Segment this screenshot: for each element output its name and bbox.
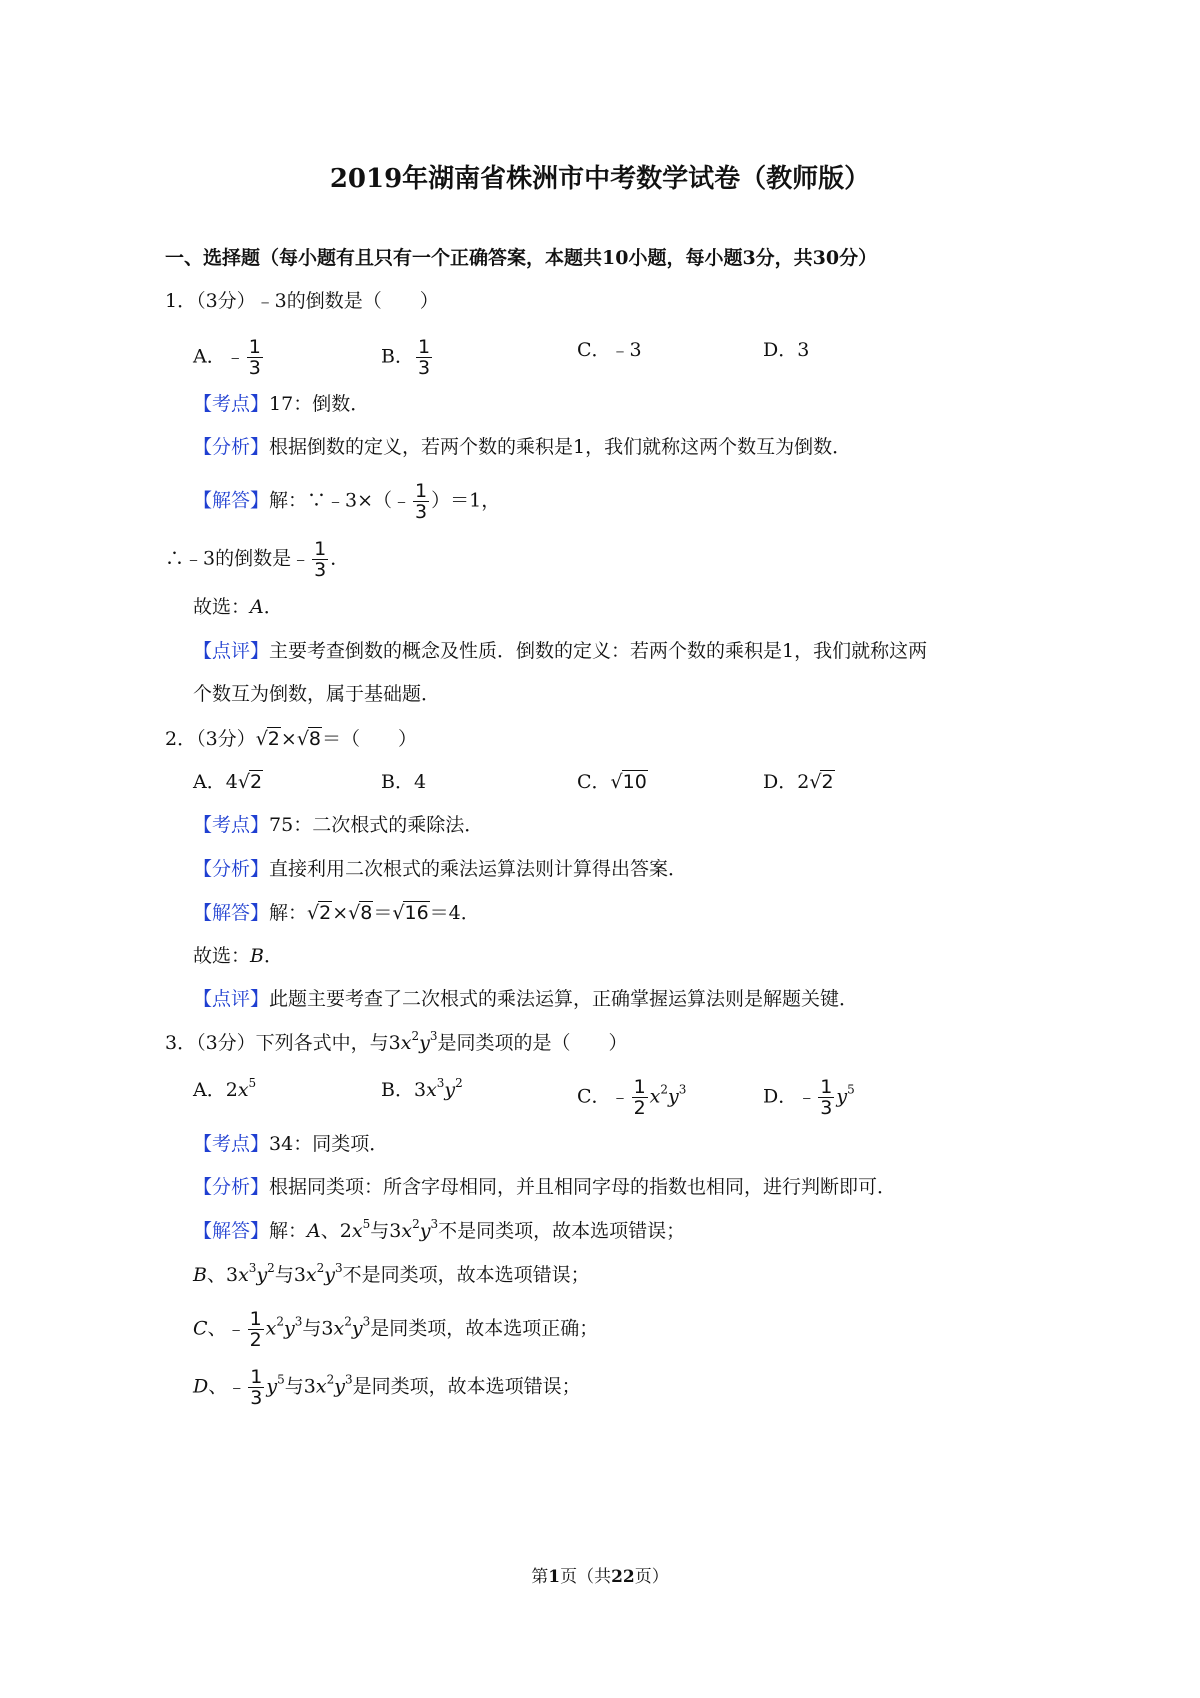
sqrt: √2 [307, 902, 332, 924]
q2-option-b: B．4 [381, 771, 427, 793]
q2-dianping: 【点评】此题主要考查了二次根式的乘法运算，正确掌握运算法则是解题关键． [193, 988, 859, 1010]
kaodian-tag: 【考点】 [193, 814, 270, 836]
q1-stem: 1．（3分）﹣3的倒数是（ ） [165, 290, 439, 312]
q1-kaodian: 【考点】17：倒数． [193, 393, 370, 415]
kaodian-tag: 【考点】 [193, 1133, 270, 1155]
fenxi-tag: 【分析】 [193, 1176, 270, 1198]
q3-option-a: A．$2x^5$ [193, 1076, 257, 1101]
jieda-tag: 【解答】 [193, 902, 270, 924]
q1-jieda: 【解答】解：∵﹣3×（﹣ $\frac{1}{3}$ ）＝1， [193, 480, 501, 523]
fraction: $\frac{1}{3}$ [248, 336, 261, 379]
q3-sol-b: B、$3x^3y^2$与$3x^2y^3$不是同类项，故本选项错误； [193, 1261, 590, 1286]
q1-dianping: 【点评】主要考查倒数的概念及性质．倒数的定义：若两个数的乘积是1，我们就称这两 [193, 640, 928, 662]
q3-sol-c: C、﹣ $\frac{1}{2}$ $x^2y^3$与$3x^2y^3$是同类项，故本选项正确； [193, 1308, 599, 1351]
q2-fenxi: 【分析】直接利用二次根式的乘法运算法则计算得出答案． [193, 858, 688, 880]
q2-option-a: A．4√2 [193, 771, 263, 793]
sqrt: √16 [392, 902, 429, 924]
q3-option-d: D．﹣ $\frac{1}{3}$ $y^5$ [763, 1076, 855, 1119]
dianping-tag: 【点评】 [193, 988, 270, 1010]
page-footer: 第1页（共22页） [531, 1567, 669, 1587]
section-heading: 一、选择题（每小题有且只有一个正确答案，本题共10小题，每小题3分，共30分） [165, 247, 878, 269]
q2-option-c: C．√10 [577, 771, 647, 793]
document-title: 2019年湖南省株洲市中考数学试卷（教师版） [329, 164, 871, 194]
q2-option-d: D．2√2 [763, 771, 834, 793]
sqrt: √2 [809, 771, 834, 793]
sqrt: √10 [610, 771, 647, 793]
fraction: $\frac{1}{3}$ [314, 538, 327, 581]
fraction: $\frac{1}{3}$ [415, 480, 428, 523]
q1-option-b: B． $\frac{1}{3}$ [381, 336, 431, 379]
q1-fenxi: 【分析】根据倒数的定义，若两个数的乘积是1，我们就称这两个数互为倒数． [193, 436, 852, 458]
fraction: $\frac{1}{3}$ [417, 336, 431, 379]
sqrt: √8 [348, 902, 373, 924]
q3-fenxi: 【分析】根据同类项：所含字母相同，并且相同字母的指数也相同，进行判断即可． [193, 1176, 897, 1198]
sqrt: √2 [255, 728, 280, 750]
fraction: $\frac{1}{2}$ [249, 1308, 262, 1351]
q3-kaodian: 【考点】34：同类项． [193, 1133, 389, 1155]
fenxi-tag: 【分析】 [193, 436, 270, 458]
q3-stem: 3．（3分）下列各式中，与$3x^2y^3$是同类项的是（ ） [165, 1029, 628, 1054]
q2-kaodian: 【考点】75：二次根式的乘除法． [193, 814, 484, 836]
q3-option-c: C．﹣ $\frac{1}{2}$ $x^2y^3$ [577, 1076, 687, 1119]
kaodian-tag: 【考点】 [193, 393, 270, 415]
jieda-tag: 【解答】 [193, 1220, 270, 1242]
q1-therefore: ∴﹣3的倒数是﹣ $\frac{1}{3}$ ． [165, 538, 350, 581]
fenxi-tag: 【分析】 [193, 858, 270, 880]
sqrt: √2 [237, 771, 263, 793]
q3-option-b: B．$3x^3y^2$ [381, 1076, 463, 1101]
q1-choose: 故选：A． [193, 596, 283, 618]
q2-stem: 2．（3分）√2×√8＝（ ） [165, 728, 418, 750]
page-total: 22 [611, 1567, 635, 1587]
fraction: $\frac{1}{2}$ [633, 1076, 646, 1119]
q1-option-c: C．﹣3 [577, 339, 642, 361]
q1-option-a: A．﹣ $\frac{1}{3}$ [193, 336, 261, 379]
dianping-tag: 【点评】 [193, 640, 270, 662]
sqrt: √8 [296, 728, 322, 750]
fraction: $\frac{1}{3}$ [820, 1076, 833, 1119]
q1-dianping-cont: 个数互为倒数，属于基础题． [193, 683, 441, 705]
q2-choose: 故选：B． [193, 945, 283, 967]
q3-jieda: 【解答】解：A、$2x^5$与$3x^2y^3$不是同类项，故本选项错误； [193, 1217, 686, 1242]
page-number: 1 [548, 1567, 561, 1587]
fraction: $\frac{1}{3}$ [250, 1366, 263, 1409]
jieda-tag: 【解答】 [193, 489, 270, 512]
q2-jieda: 【解答】解：√2×√8＝√16＝4． [193, 902, 480, 924]
q1-option-d: D．3 [763, 339, 810, 361]
q3-sol-d: D、﹣ $\frac{1}{3}$ $y^5$与$3x^2y^3$是同类项，故本选项错误； [193, 1366, 581, 1409]
